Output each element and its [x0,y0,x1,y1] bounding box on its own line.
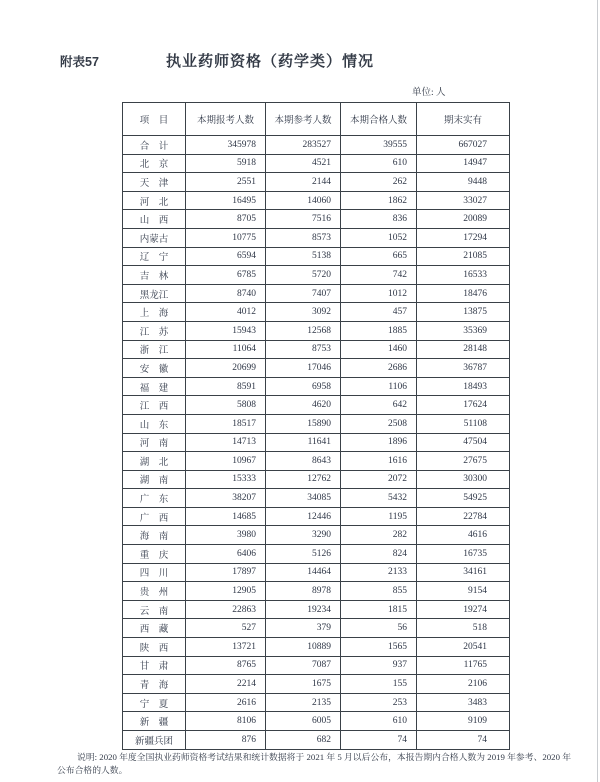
cell-value: 5126 [266,545,341,564]
cell-value: 2616 [186,693,266,712]
cell-value: 10967 [186,452,266,471]
cell-value: 30300 [417,470,510,489]
cell-value: 1896 [341,433,417,452]
cell-value: 2686 [341,359,417,378]
cell-value: 6406 [186,545,266,564]
cell-value: 12762 [266,470,341,489]
cell-value: 8106 [186,712,266,731]
cell-value: 13721 [186,638,266,657]
cell-value: 1675 [266,675,341,694]
row-label: 四 川 [123,563,186,582]
cell-value: 28148 [417,340,510,359]
row-label: 西 藏 [123,619,186,638]
row-label: 安 徽 [123,359,186,378]
table-row [123,247,510,266]
cell-value: 2072 [341,470,417,489]
cell-value: 836 [341,210,417,229]
cell-value: 610 [341,154,417,173]
table-row [123,638,510,657]
table-row [123,675,510,694]
cell-value: 15943 [186,321,266,340]
table-row [123,210,510,229]
cell-value: 5720 [266,266,341,285]
table-row [123,340,510,359]
cell-value: 47504 [417,433,510,452]
cell-value: 2135 [266,693,341,712]
cell-value: 855 [341,582,417,601]
cell-value: 38207 [186,489,266,508]
appendix-table-label: 附表57 [60,55,99,69]
table-row [123,284,510,303]
cell-value: 17897 [186,563,266,582]
cell-value: 5432 [341,489,417,508]
row-label: 福 建 [123,377,186,396]
cell-value: 345978 [186,136,266,155]
cell-value: 3092 [266,303,341,322]
footnote: 说明: 2020 年度全国执业药师资格考试结果和统计数据将于 2021 年 5 月以后公布，本报告期内合格人数为 2019 年参考、2020 年公布合格的人数。 [57,752,571,775]
cell-value: 10775 [186,228,266,247]
table-row [123,228,510,247]
row-label: 新疆兵团 [123,731,186,750]
cell-value: 22863 [186,600,266,619]
cell-value: 15333 [186,470,266,489]
cell-value: 21085 [417,247,510,266]
cell-value: 937 [341,656,417,675]
row-label: 河 北 [123,191,186,210]
cell-value: 7407 [266,284,341,303]
row-label: 新 疆 [123,712,186,731]
table-row [123,303,510,322]
cell-value: 1460 [341,340,417,359]
cell-value: 2144 [266,173,341,192]
cell-value: 22784 [417,507,510,526]
cell-value: 20089 [417,210,510,229]
column-header: 本期参考人数 [266,103,341,136]
row-label: 甘 肃 [123,656,186,675]
row-label: 湖 南 [123,470,186,489]
table-row [123,731,510,750]
row-label: 贵 州 [123,582,186,601]
cell-value: 283527 [266,136,341,155]
column-header: 本期报考人数 [186,103,266,136]
cell-value: 20699 [186,359,266,378]
cell-value: 13875 [417,303,510,322]
row-label: 内蒙古 [123,228,186,247]
cell-value: 8740 [186,284,266,303]
row-label: 青 海 [123,675,186,694]
cell-value: 16495 [186,191,266,210]
header-row [123,103,510,136]
table-row [123,470,510,489]
cell-value: 17624 [417,396,510,415]
cell-value: 7516 [266,210,341,229]
cell-value: 282 [341,526,417,545]
unit-note: 单位: 人 [412,88,446,98]
cell-value: 12905 [186,582,266,601]
column-header: 期末实有 [417,103,510,136]
table-row [123,563,510,582]
row-label: 山 东 [123,414,186,433]
cell-value: 8573 [266,228,341,247]
cell-value: 3980 [186,526,266,545]
cell-value: 14947 [417,154,510,173]
cell-value: 824 [341,545,417,564]
cell-value: 74 [417,731,510,750]
cell-value: 12568 [266,321,341,340]
cell-value: 14060 [266,191,341,210]
cell-value: 2214 [186,675,266,694]
table-row [123,321,510,340]
cell-value: 6785 [186,266,266,285]
table-row [123,619,510,638]
cell-value: 1052 [341,228,417,247]
cell-value: 8643 [266,452,341,471]
cell-value: 19234 [266,600,341,619]
cell-value: 642 [341,396,417,415]
cell-value: 14464 [266,563,341,582]
cell-value: 5808 [186,396,266,415]
cell-value: 14713 [186,433,266,452]
cell-value: 9154 [417,582,510,601]
cell-value: 1012 [341,284,417,303]
row-label: 陕 西 [123,638,186,657]
cell-value: 3483 [417,693,510,712]
cell-value: 20541 [417,638,510,657]
table-header [123,103,510,136]
cell-value: 1616 [341,452,417,471]
table-row [123,600,510,619]
cell-value: 2508 [341,414,417,433]
table-row [123,712,510,731]
table-body [123,136,510,750]
cell-value: 4616 [417,526,510,545]
cell-value: 9109 [417,712,510,731]
cell-value: 742 [341,266,417,285]
cell-value: 155 [341,675,417,694]
table-row [123,452,510,471]
cell-value: 1195 [341,507,417,526]
cell-value: 8765 [186,656,266,675]
cell-value: 876 [186,731,266,750]
table-row [123,396,510,415]
cell-value: 610 [341,712,417,731]
cell-value: 11641 [266,433,341,452]
cell-value: 35369 [417,321,510,340]
table-row [123,545,510,564]
cell-value: 17294 [417,228,510,247]
cell-value: 518 [417,619,510,638]
row-label: 海 南 [123,526,186,545]
cell-value: 17046 [266,359,341,378]
row-label: 广 西 [123,507,186,526]
table-row [123,526,510,545]
cell-value: 2133 [341,563,417,582]
page-title: 执业药师资格（药学类）情况 [165,53,374,70]
cell-value: 1565 [341,638,417,657]
cell-value: 4521 [266,154,341,173]
cell-value: 11765 [417,656,510,675]
row-label: 山 西 [123,210,186,229]
cell-value: 18476 [417,284,510,303]
row-label: 云 南 [123,600,186,619]
row-label: 江 西 [123,396,186,415]
cell-value: 1106 [341,377,417,396]
row-label: 北 京 [123,154,186,173]
cell-value: 667027 [417,136,510,155]
table-row [123,191,510,210]
cell-value: 262 [341,173,417,192]
cell-value: 8978 [266,582,341,601]
row-label: 合 计 [123,136,186,155]
table-row [123,414,510,433]
cell-value: 682 [266,731,341,750]
row-label: 天 津 [123,173,186,192]
table-row [123,693,510,712]
statistics-table [122,102,510,750]
table-row [123,173,510,192]
row-label: 浙 江 [123,340,186,359]
cell-value: 3290 [266,526,341,545]
cell-value: 18493 [417,377,510,396]
cell-value: 19274 [417,600,510,619]
cell-value: 379 [266,619,341,638]
row-label: 上 海 [123,303,186,322]
cell-value: 34085 [266,489,341,508]
cell-value: 8705 [186,210,266,229]
cell-value: 18517 [186,414,266,433]
cell-value: 12446 [266,507,341,526]
cell-value: 5918 [186,154,266,173]
cell-value: 6958 [266,377,341,396]
cell-value: 11064 [186,340,266,359]
row-label: 黑龙江 [123,284,186,303]
cell-value: 10889 [266,638,341,657]
table-row [123,359,510,378]
cell-value: 39555 [341,136,417,155]
cell-value: 14685 [186,507,266,526]
table-row [123,433,510,452]
cell-value: 7087 [266,656,341,675]
row-label: 辽 宁 [123,247,186,266]
cell-value: 457 [341,303,417,322]
table-row [123,154,510,173]
cell-value: 54925 [417,489,510,508]
row-label: 广 东 [123,489,186,508]
cell-value: 15890 [266,414,341,433]
cell-value: 4620 [266,396,341,415]
cell-value: 1885 [341,321,417,340]
cell-value: 2106 [417,675,510,694]
row-label: 河 南 [123,433,186,452]
cell-value: 16735 [417,545,510,564]
cell-value: 56 [341,619,417,638]
table-row [123,489,510,508]
cell-value: 5138 [266,247,341,266]
cell-value: 9448 [417,173,510,192]
cell-value: 665 [341,247,417,266]
cell-value: 33027 [417,191,510,210]
row-label: 吉 林 [123,266,186,285]
cell-value: 1815 [341,600,417,619]
column-header: 项 目 [123,103,186,136]
cell-value: 51108 [417,414,510,433]
cell-value: 8591 [186,377,266,396]
table-row [123,377,510,396]
table-row [123,136,510,155]
table-row [123,582,510,601]
table-row [123,507,510,526]
row-label: 江 苏 [123,321,186,340]
cell-value: 253 [341,693,417,712]
cell-value: 4012 [186,303,266,322]
cell-value: 8753 [266,340,341,359]
cell-value: 34161 [417,563,510,582]
cell-value: 27675 [417,452,510,471]
page-edge-line [597,0,598,782]
cell-value: 527 [186,619,266,638]
row-label: 湖 北 [123,452,186,471]
cell-value: 6005 [266,712,341,731]
table-row [123,266,510,285]
cell-value: 16533 [417,266,510,285]
row-label: 重 庆 [123,545,186,564]
column-header: 本期合格人数 [341,103,417,136]
cell-value: 6594 [186,247,266,266]
cell-value: 36787 [417,359,510,378]
cell-value: 1862 [341,191,417,210]
table-row [123,656,510,675]
row-label: 宁 夏 [123,693,186,712]
cell-value: 74 [341,731,417,750]
cell-value: 2551 [186,173,266,192]
